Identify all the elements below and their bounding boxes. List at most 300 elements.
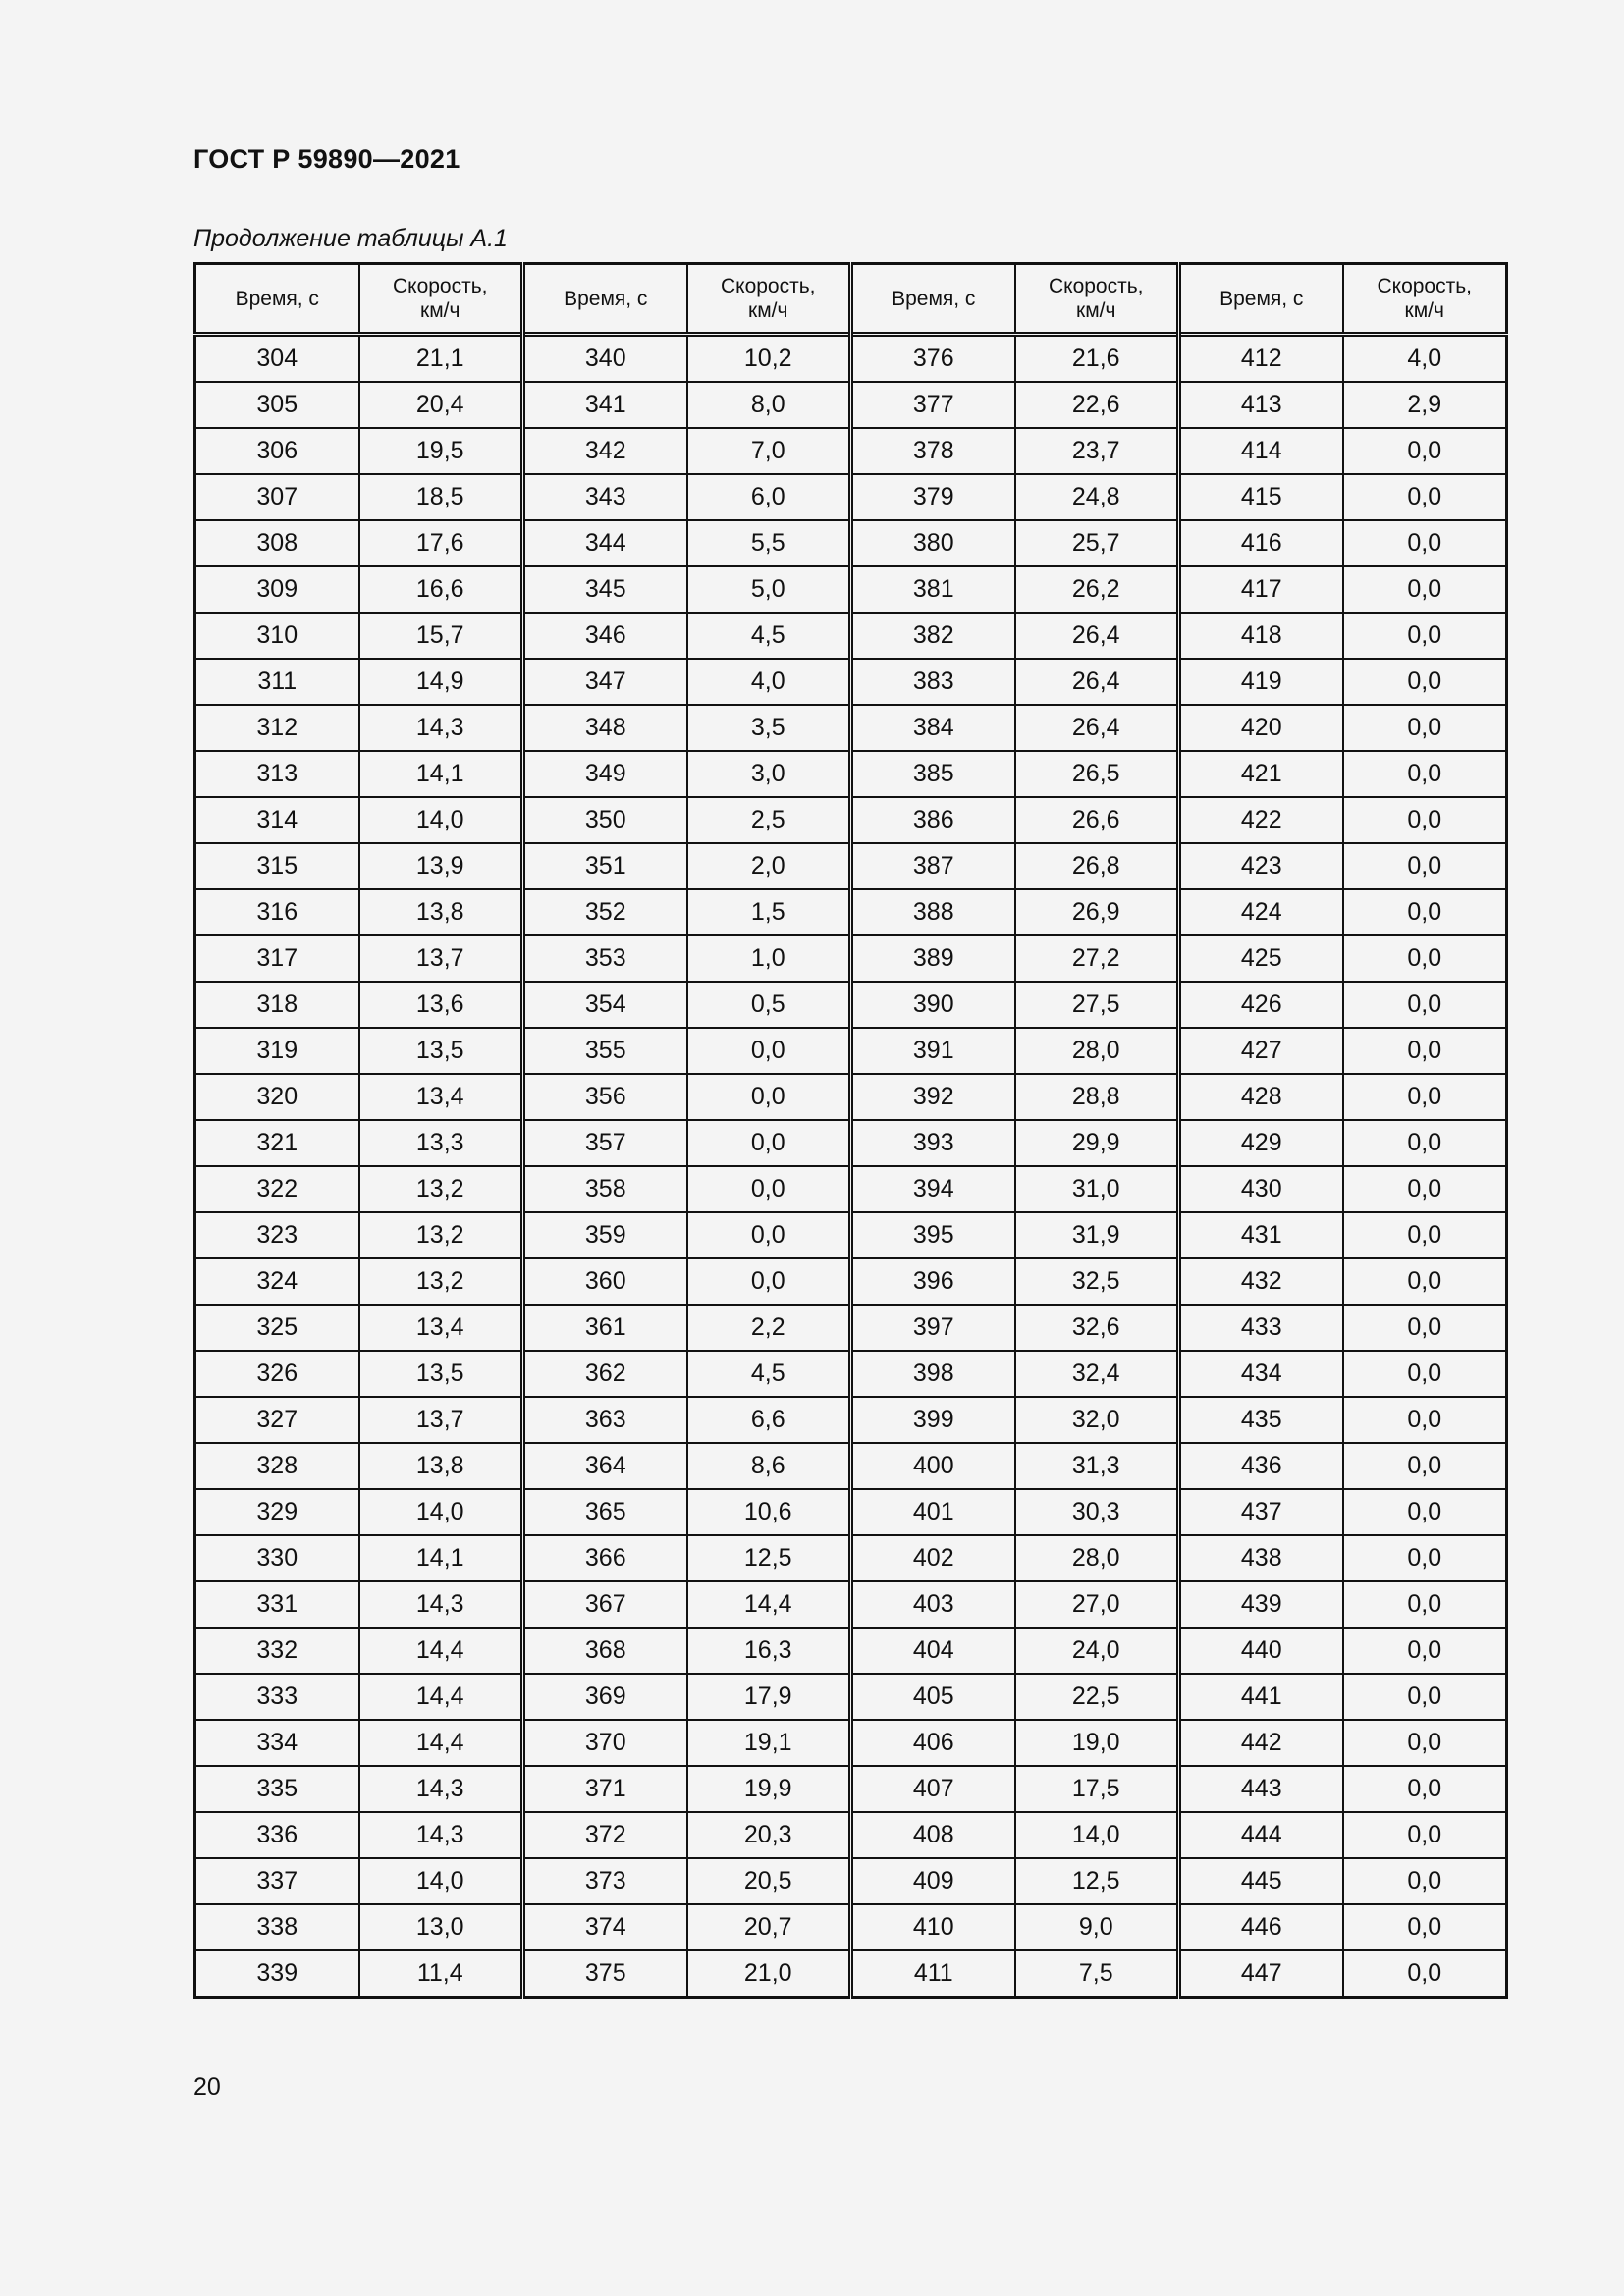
speed-cell: 13,8 <box>359 889 523 935</box>
time-cell: 383 <box>851 659 1015 705</box>
speed-cell: 27,5 <box>1015 982 1179 1028</box>
time-cell: 351 <box>523 843 687 889</box>
speed-cell: 20,4 <box>359 382 523 428</box>
speed-cell: 0,0 <box>1343 1628 1507 1674</box>
speed-cell: 0,0 <box>1343 428 1507 474</box>
speed-cell: 2,5 <box>687 797 851 843</box>
table-row <box>195 1258 1507 1305</box>
table-row <box>195 1858 1507 1904</box>
time-cell: 422 <box>1179 797 1343 843</box>
time-cell: 443 <box>1179 1766 1343 1812</box>
table-row <box>195 705 1507 751</box>
speed-cell: 14,1 <box>359 751 523 797</box>
time-cell: 316 <box>195 889 359 935</box>
time-cell: 441 <box>1179 1674 1343 1720</box>
time-cell: 309 <box>195 566 359 613</box>
time-cell: 427 <box>1179 1028 1343 1074</box>
column-header-time: Время, с <box>195 264 359 335</box>
speed-cell: 26,4 <box>1015 659 1179 705</box>
header-row <box>195 264 1507 335</box>
speed-cell: 32,6 <box>1015 1305 1179 1351</box>
time-cell: 338 <box>195 1904 359 1950</box>
speed-cell: 0,0 <box>1343 1166 1507 1212</box>
speed-cell: 2,9 <box>1343 382 1507 428</box>
speed-cell: 26,9 <box>1015 889 1179 935</box>
time-cell: 411 <box>851 1950 1015 1998</box>
speed-cell: 0,0 <box>1343 982 1507 1028</box>
time-cell: 313 <box>195 751 359 797</box>
speed-cell: 13,2 <box>359 1166 523 1212</box>
table-row <box>195 1166 1507 1212</box>
speed-cell: 26,8 <box>1015 843 1179 889</box>
time-cell: 373 <box>523 1858 687 1904</box>
time-cell: 310 <box>195 613 359 659</box>
time-cell: 333 <box>195 1674 359 1720</box>
speed-cell: 0,0 <box>1343 566 1507 613</box>
speed-cell: 14,3 <box>359 1581 523 1628</box>
table-row <box>195 1950 1507 1998</box>
speed-cell: 0,0 <box>1343 1074 1507 1120</box>
table-row <box>195 1581 1507 1628</box>
time-cell: 365 <box>523 1489 687 1535</box>
table-row <box>195 613 1507 659</box>
time-cell: 342 <box>523 428 687 474</box>
time-cell: 329 <box>195 1489 359 1535</box>
speed-cell: 26,4 <box>1015 705 1179 751</box>
time-cell: 386 <box>851 797 1015 843</box>
speed-cell: 0,0 <box>1343 797 1507 843</box>
time-cell: 371 <box>523 1766 687 1812</box>
speed-cell: 14,4 <box>359 1674 523 1720</box>
table-row <box>195 474 1507 520</box>
speed-cell: 4,0 <box>687 659 851 705</box>
time-cell: 425 <box>1179 935 1343 982</box>
table-row <box>195 382 1507 428</box>
time-cell: 419 <box>1179 659 1343 705</box>
speed-cell: 0,0 <box>687 1258 851 1305</box>
speed-cell: 14,0 <box>359 1858 523 1904</box>
time-cell: 366 <box>523 1535 687 1581</box>
time-cell: 345 <box>523 566 687 613</box>
table-header <box>195 264 1507 335</box>
table-row <box>195 1443 1507 1489</box>
table-row <box>195 797 1507 843</box>
speed-cell: 24,0 <box>1015 1628 1179 1674</box>
time-cell: 361 <box>523 1305 687 1351</box>
time-cell: 409 <box>851 1858 1015 1904</box>
time-cell: 315 <box>195 843 359 889</box>
speed-cell: 19,5 <box>359 428 523 474</box>
speed-cell: 8,6 <box>687 1443 851 1489</box>
time-cell: 328 <box>195 1443 359 1489</box>
table-row <box>195 659 1507 705</box>
speed-cell: 19,0 <box>1015 1720 1179 1766</box>
speed-cell: 14,1 <box>359 1535 523 1581</box>
speed-cell: 4,5 <box>687 613 851 659</box>
column-header-speed: Скорость, км/ч <box>1015 264 1179 335</box>
speed-cell: 0,0 <box>687 1212 851 1258</box>
table-row <box>195 1305 1507 1351</box>
table-row <box>195 1074 1507 1120</box>
column-header-speed: Скорость, км/ч <box>1343 264 1507 335</box>
time-cell: 347 <box>523 659 687 705</box>
speed-cell: 1,0 <box>687 935 851 982</box>
time-cell: 431 <box>1179 1212 1343 1258</box>
standard-designation: ГОСТ Р 59890—2021 <box>193 144 460 174</box>
time-cell: 410 <box>851 1904 1015 1950</box>
time-cell: 320 <box>195 1074 359 1120</box>
time-cell: 368 <box>523 1628 687 1674</box>
speed-cell: 18,5 <box>359 474 523 520</box>
speed-cell: 22,5 <box>1015 1674 1179 1720</box>
time-cell: 447 <box>1179 1950 1343 1998</box>
time-cell: 388 <box>851 889 1015 935</box>
speed-cell: 21,6 <box>1015 335 1179 383</box>
time-cell: 317 <box>195 935 359 982</box>
time-cell: 413 <box>1179 382 1343 428</box>
speed-cell: 2,0 <box>687 843 851 889</box>
time-cell: 412 <box>1179 335 1343 383</box>
speed-cell: 6,6 <box>687 1397 851 1443</box>
time-cell: 392 <box>851 1074 1015 1120</box>
time-cell: 434 <box>1179 1351 1343 1397</box>
speed-cell: 6,0 <box>687 474 851 520</box>
time-cell: 382 <box>851 613 1015 659</box>
speed-cell: 21,1 <box>359 335 523 383</box>
time-cell: 435 <box>1179 1397 1343 1443</box>
table-row <box>195 1720 1507 1766</box>
speed-cell: 5,0 <box>687 566 851 613</box>
time-cell: 353 <box>523 935 687 982</box>
time-cell: 415 <box>1179 474 1343 520</box>
speed-cell: 28,0 <box>1015 1028 1179 1074</box>
time-cell: 350 <box>523 797 687 843</box>
table-row <box>195 1351 1507 1397</box>
time-cell: 355 <box>523 1028 687 1074</box>
time-cell: 385 <box>851 751 1015 797</box>
time-cell: 406 <box>851 1720 1015 1766</box>
speed-cell: 13,7 <box>359 935 523 982</box>
speed-cell: 0,0 <box>1343 613 1507 659</box>
speed-cell: 0,0 <box>687 1120 851 1166</box>
speed-cell: 14,0 <box>359 797 523 843</box>
time-cell: 407 <box>851 1766 1015 1812</box>
speed-cell: 28,0 <box>1015 1535 1179 1581</box>
time-cell: 446 <box>1179 1904 1343 1950</box>
table-row <box>195 935 1507 982</box>
time-cell: 405 <box>851 1674 1015 1720</box>
table-row <box>195 1489 1507 1535</box>
speed-cell: 13,5 <box>359 1351 523 1397</box>
speed-cell: 31,3 <box>1015 1443 1179 1489</box>
time-cell: 379 <box>851 474 1015 520</box>
table-row <box>195 1397 1507 1443</box>
time-cell: 349 <box>523 751 687 797</box>
speed-cell: 14,4 <box>359 1628 523 1674</box>
speed-cell: 20,3 <box>687 1812 851 1858</box>
speed-cell: 0,0 <box>687 1166 851 1212</box>
table-row <box>195 889 1507 935</box>
speed-cell: 32,0 <box>1015 1397 1179 1443</box>
time-cell: 321 <box>195 1120 359 1166</box>
speed-cell: 12,5 <box>1015 1858 1179 1904</box>
speed-cell: 17,5 <box>1015 1766 1179 1812</box>
time-cell: 307 <box>195 474 359 520</box>
time-cell: 394 <box>851 1166 1015 1212</box>
speed-cell: 0,0 <box>1343 1766 1507 1812</box>
speed-cell: 19,9 <box>687 1766 851 1812</box>
speed-cell: 0,0 <box>1343 1581 1507 1628</box>
time-cell: 343 <box>523 474 687 520</box>
time-cell: 390 <box>851 982 1015 1028</box>
time-cell: 377 <box>851 382 1015 428</box>
time-cell: 325 <box>195 1305 359 1351</box>
speed-cell: 14,3 <box>359 1766 523 1812</box>
speed-cell: 14,9 <box>359 659 523 705</box>
speed-cell: 13,2 <box>359 1212 523 1258</box>
table-row <box>195 1212 1507 1258</box>
time-cell: 444 <box>1179 1812 1343 1858</box>
time-cell: 398 <box>851 1351 1015 1397</box>
time-cell: 433 <box>1179 1305 1343 1351</box>
speed-cell: 14,0 <box>1015 1812 1179 1858</box>
table-row <box>195 1120 1507 1166</box>
speed-cell: 0,0 <box>1343 1028 1507 1074</box>
time-cell: 323 <box>195 1212 359 1258</box>
speed-cell: 14,0 <box>359 1489 523 1535</box>
speed-cell: 13,6 <box>359 982 523 1028</box>
table-row <box>195 1535 1507 1581</box>
time-cell: 416 <box>1179 520 1343 566</box>
time-cell: 324 <box>195 1258 359 1305</box>
time-cell: 391 <box>851 1028 1015 1074</box>
speed-cell: 0,0 <box>1343 1212 1507 1258</box>
time-cell: 314 <box>195 797 359 843</box>
speed-cell: 0,5 <box>687 982 851 1028</box>
time-cell: 341 <box>523 382 687 428</box>
speed-cell: 13,5 <box>359 1028 523 1074</box>
speed-cell: 0,0 <box>1343 520 1507 566</box>
time-cell: 423 <box>1179 843 1343 889</box>
time-cell: 404 <box>851 1628 1015 1674</box>
time-cell: 352 <box>523 889 687 935</box>
time-cell: 424 <box>1179 889 1343 935</box>
speed-cell: 29,9 <box>1015 1120 1179 1166</box>
table-row <box>195 1812 1507 1858</box>
speed-cell: 13,2 <box>359 1258 523 1305</box>
speed-cell: 28,8 <box>1015 1074 1179 1120</box>
time-cell: 436 <box>1179 1443 1343 1489</box>
speed-cell: 0,0 <box>1343 1443 1507 1489</box>
speed-cell: 26,2 <box>1015 566 1179 613</box>
speed-cell: 15,7 <box>359 613 523 659</box>
speed-time-table <box>193 262 1508 1999</box>
time-cell: 335 <box>195 1766 359 1812</box>
time-cell: 429 <box>1179 1120 1343 1166</box>
table-row <box>195 520 1507 566</box>
time-cell: 339 <box>195 1950 359 1998</box>
speed-cell: 11,4 <box>359 1950 523 1998</box>
time-cell: 403 <box>851 1581 1015 1628</box>
speed-cell: 27,2 <box>1015 935 1179 982</box>
time-cell: 402 <box>851 1535 1015 1581</box>
speed-cell: 14,4 <box>687 1581 851 1628</box>
speed-cell: 13,9 <box>359 843 523 889</box>
speed-cell: 17,9 <box>687 1674 851 1720</box>
speed-cell: 0,0 <box>1343 1812 1507 1858</box>
speed-cell: 31,9 <box>1015 1212 1179 1258</box>
speed-cell: 16,3 <box>687 1628 851 1674</box>
table-row <box>195 982 1507 1028</box>
time-cell: 438 <box>1179 1535 1343 1581</box>
speed-cell: 3,0 <box>687 751 851 797</box>
time-cell: 432 <box>1179 1258 1343 1305</box>
time-cell: 318 <box>195 982 359 1028</box>
time-cell: 417 <box>1179 566 1343 613</box>
speed-cell: 13,0 <box>359 1904 523 1950</box>
table-row <box>195 1628 1507 1674</box>
time-cell: 312 <box>195 705 359 751</box>
speed-cell: 14,3 <box>359 705 523 751</box>
speed-cell: 0,0 <box>1343 843 1507 889</box>
time-cell: 332 <box>195 1628 359 1674</box>
speed-cell: 9,0 <box>1015 1904 1179 1950</box>
speed-cell: 21,0 <box>687 1950 851 1998</box>
speed-cell: 13,7 <box>359 1397 523 1443</box>
speed-cell: 14,3 <box>359 1812 523 1858</box>
time-cell: 387 <box>851 843 1015 889</box>
time-cell: 327 <box>195 1397 359 1443</box>
time-cell: 348 <box>523 705 687 751</box>
time-cell: 400 <box>851 1443 1015 1489</box>
speed-cell: 0,0 <box>1343 1674 1507 1720</box>
speed-cell: 0,0 <box>1343 1950 1507 1998</box>
speed-cell: 0,0 <box>1343 1258 1507 1305</box>
time-cell: 389 <box>851 935 1015 982</box>
time-cell: 408 <box>851 1812 1015 1858</box>
speed-cell: 5,5 <box>687 520 851 566</box>
time-cell: 426 <box>1179 982 1343 1028</box>
time-cell: 370 <box>523 1720 687 1766</box>
speed-cell: 19,1 <box>687 1720 851 1766</box>
time-cell: 420 <box>1179 705 1343 751</box>
table-row <box>195 1674 1507 1720</box>
speed-cell: 0,0 <box>1343 935 1507 982</box>
speed-cell: 20,7 <box>687 1904 851 1950</box>
time-cell: 380 <box>851 520 1015 566</box>
time-cell: 319 <box>195 1028 359 1074</box>
speed-cell: 26,6 <box>1015 797 1179 843</box>
time-cell: 376 <box>851 335 1015 383</box>
time-cell: 311 <box>195 659 359 705</box>
time-cell: 418 <box>1179 613 1343 659</box>
time-cell: 362 <box>523 1351 687 1397</box>
time-cell: 372 <box>523 1812 687 1858</box>
speed-cell: 27,0 <box>1015 1581 1179 1628</box>
speed-cell: 13,4 <box>359 1305 523 1351</box>
time-cell: 397 <box>851 1305 1015 1351</box>
table-row <box>195 335 1507 383</box>
time-cell: 360 <box>523 1258 687 1305</box>
time-cell: 322 <box>195 1166 359 1212</box>
speed-cell: 0,0 <box>1343 659 1507 705</box>
time-cell: 439 <box>1179 1581 1343 1628</box>
speed-cell: 0,0 <box>687 1028 851 1074</box>
time-cell: 340 <box>523 335 687 383</box>
page-number: 20 <box>193 2073 221 2101</box>
time-cell: 401 <box>851 1489 1015 1535</box>
speed-cell: 12,5 <box>687 1535 851 1581</box>
table-row <box>195 751 1507 797</box>
time-cell: 331 <box>195 1581 359 1628</box>
speed-cell: 7,0 <box>687 428 851 474</box>
speed-cell: 2,2 <box>687 1305 851 1351</box>
speed-cell: 14,4 <box>359 1720 523 1766</box>
speed-cell: 0,0 <box>1343 751 1507 797</box>
time-cell: 308 <box>195 520 359 566</box>
speed-cell: 0,0 <box>1343 1120 1507 1166</box>
speed-cell: 0,0 <box>687 1074 851 1120</box>
speed-cell: 24,8 <box>1015 474 1179 520</box>
column-header-speed: Скорость, км/ч <box>687 264 851 335</box>
time-cell: 346 <box>523 613 687 659</box>
time-cell: 396 <box>851 1258 1015 1305</box>
speed-cell: 0,0 <box>1343 1858 1507 1904</box>
speed-cell: 0,0 <box>1343 705 1507 751</box>
speed-cell: 10,2 <box>687 335 851 383</box>
speed-cell: 10,6 <box>687 1489 851 1535</box>
table-row <box>195 843 1507 889</box>
time-cell: 445 <box>1179 1858 1343 1904</box>
speed-cell: 32,4 <box>1015 1351 1179 1397</box>
time-cell: 384 <box>851 705 1015 751</box>
speed-cell: 0,0 <box>1343 1904 1507 1950</box>
speed-cell: 13,4 <box>359 1074 523 1120</box>
time-cell: 337 <box>195 1858 359 1904</box>
speed-cell: 31,0 <box>1015 1166 1179 1212</box>
time-cell: 326 <box>195 1351 359 1397</box>
speed-cell: 0,0 <box>1343 1489 1507 1535</box>
time-cell: 358 <box>523 1166 687 1212</box>
time-cell: 304 <box>195 335 359 383</box>
time-cell: 430 <box>1179 1166 1343 1212</box>
time-cell: 330 <box>195 1535 359 1581</box>
speed-cell: 8,0 <box>687 382 851 428</box>
column-header-time: Время, с <box>523 264 687 335</box>
speed-cell: 25,7 <box>1015 520 1179 566</box>
time-cell: 367 <box>523 1581 687 1628</box>
time-cell: 393 <box>851 1120 1015 1166</box>
table-row <box>195 1904 1507 1950</box>
table-body <box>195 335 1507 1998</box>
time-cell: 440 <box>1179 1628 1343 1674</box>
speed-cell: 0,0 <box>1343 1720 1507 1766</box>
speed-cell: 13,3 <box>359 1120 523 1166</box>
table-row <box>195 1766 1507 1812</box>
speed-cell: 0,0 <box>1343 1305 1507 1351</box>
time-cell: 395 <box>851 1212 1015 1258</box>
speed-cell: 7,5 <box>1015 1950 1179 1998</box>
speed-cell: 0,0 <box>1343 1351 1507 1397</box>
time-cell: 356 <box>523 1074 687 1120</box>
speed-cell: 17,6 <box>359 520 523 566</box>
time-cell: 442 <box>1179 1720 1343 1766</box>
time-cell: 374 <box>523 1904 687 1950</box>
column-header-speed: Скорость, км/ч <box>359 264 523 335</box>
speed-cell: 4,0 <box>1343 335 1507 383</box>
speed-cell: 0,0 <box>1343 889 1507 935</box>
time-cell: 354 <box>523 982 687 1028</box>
